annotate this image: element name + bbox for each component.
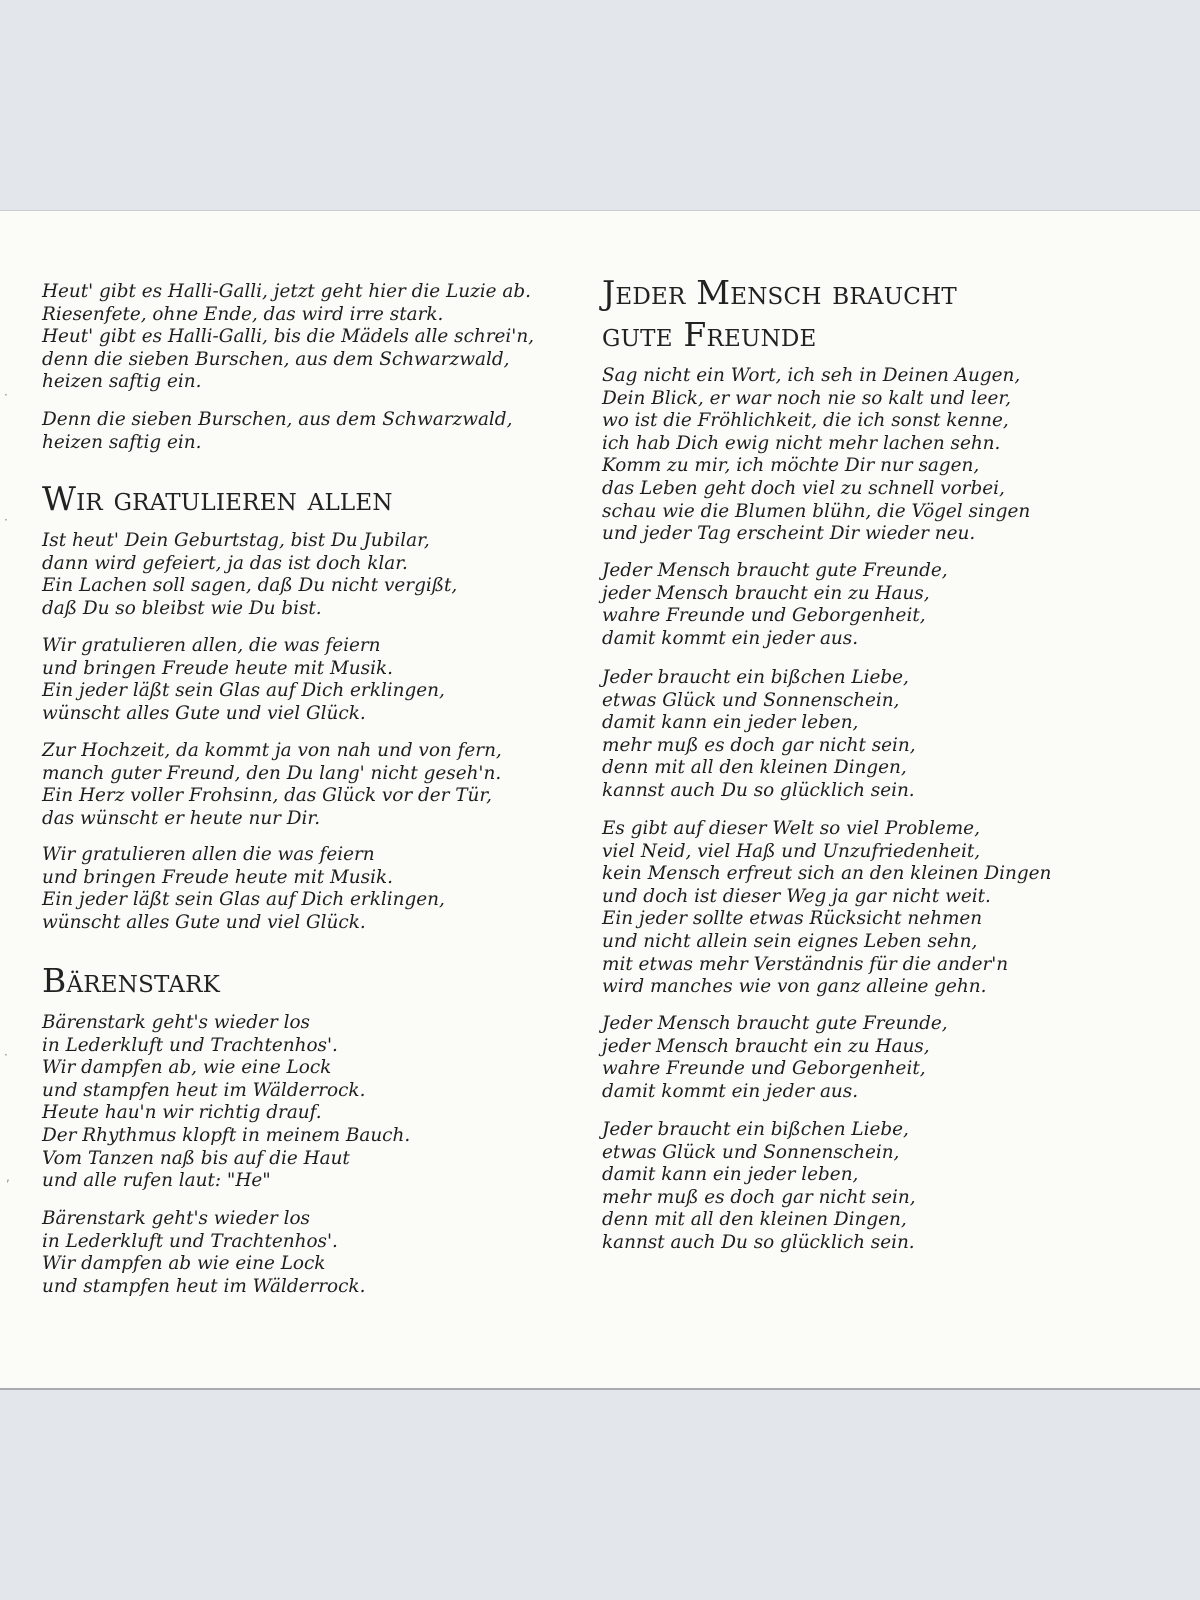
lyric-line: kannst auch Du so glücklich sein. (602, 779, 915, 801)
lyric-line: Ein Lachen soll sagen, daß Du nicht vergißt, (42, 575, 458, 597)
lyric-line: Jeder Mensch braucht gute Freunde, (602, 1013, 948, 1034)
lyric-line: Wir gratulieren allen, die was feiern (42, 635, 381, 656)
lyrics-stanza (42, 281, 534, 394)
lyrics-stanza (42, 740, 502, 830)
lyrics-stanza (602, 365, 1030, 546)
lyric-line: Ein Herz voller Frohsinn, das Glück vor der Tür, (42, 785, 493, 807)
lyric-line: Ein jeder läßt sein Glas auf Dich erklingen, (42, 680, 445, 702)
lyric-line: Heut' gibt es Halli-Galli, jetzt geht hier die Luzie ab. (42, 281, 531, 302)
lyric-line: mehr muß es doch gar nicht sein, (602, 1186, 916, 1208)
lyric-line: und jeder Tag erscheint Dir wieder neu. (602, 523, 976, 545)
lyric-line: denn mit all den kleinen Dingen, (602, 757, 907, 779)
lyric-line: Wir dampfen ab wie eine Lock (42, 1253, 326, 1275)
lyric-line: kein Mensch erfreut sich an den kleinen Dingen (602, 863, 1052, 885)
lyrics-stanza (42, 844, 445, 934)
song-title: gute Freunde (602, 315, 817, 354)
lyric-line: viel Neid, viel Haß und Unzufriedenheit, (602, 840, 981, 862)
lyric-line: Denn die sieben Burschen, aus dem Schwarzwald, (42, 409, 513, 430)
lyric-line: heizen saftig ein. (42, 371, 202, 393)
scan-speck-icon: · (4, 513, 8, 527)
lyric-line: Ein jeder sollte etwas Rücksicht nehmen (602, 908, 983, 930)
scan-speck-icon: · (4, 1048, 8, 1062)
lyric-line: Jeder Mensch braucht gute Freunde, (602, 560, 948, 581)
lyric-line: Heut' gibt es Halli-Galli, bis die Mädels alle schrei'n, (42, 326, 535, 348)
lyric-line: Riesenfete, ohne Ende, das wird irre stark. (42, 303, 444, 325)
lyric-line: daß Du so bleibst wie Du bist. (42, 597, 322, 619)
lyric-line: jeder Mensch braucht ein zu Haus, (602, 1035, 930, 1057)
lyric-line: denn die sieben Burschen, aus dem Schwarzwald, (42, 348, 510, 370)
lyric-line: Heute hau'n wir richtig drauf. (42, 1102, 322, 1124)
lyrics-stanza (602, 1119, 916, 1255)
lyric-line: heizen saftig ein. (42, 431, 202, 453)
lyric-line: kannst auch Du so glücklich sein. (602, 1231, 915, 1253)
lyric-line: denn mit all den kleinen Dingen, (602, 1209, 907, 1231)
song-title: Bärenstark (42, 961, 221, 1000)
lyric-line: und bringen Freude heute mit Musik. (42, 657, 393, 679)
lyric-line: mit etwas mehr Verständnis für die ander'n (602, 953, 1009, 975)
lyric-line: damit kommt ein jeder aus. (602, 1080, 859, 1102)
lyric-line: Es gibt auf dieser Welt so viel Probleme, (602, 818, 980, 839)
lyric-line: und doch ist dieser Weg ja gar nicht weit. (602, 885, 991, 907)
lyric-line: ich hab Dich ewig nicht mehr lachen sehn. (602, 432, 1001, 454)
lyrics-stanza (42, 530, 457, 620)
lyric-line: Bärenstark geht's wieder los (42, 1012, 310, 1033)
song-title: Wir gratulieren allen (42, 479, 393, 518)
lyrics-stanza (602, 818, 1051, 999)
scan-speck-icon: , (6, 1170, 10, 1184)
lyric-line: Dein Blick, er war noch nie so kalt und leer, (602, 387, 1011, 409)
lyric-line: schau wie die Blumen blühn, die Vögel singen (602, 500, 1031, 522)
lyric-line: Sag nicht ein Wort, ich seh in Deinen Augen, (602, 365, 1021, 386)
lyric-line: wünscht alles Gute und viel Glück. (42, 911, 366, 933)
lyric-line: damit kommt ein jeder aus. (602, 627, 859, 649)
lyric-line: und bringen Freude heute mit Musik. (42, 866, 393, 888)
lyrics-stanza (42, 1012, 410, 1193)
lyric-line: Wir gratulieren allen die was feiern (42, 844, 375, 865)
page-bottom-edge (0, 1388, 1200, 1390)
lyric-line: Ein jeder läßt sein Glas auf Dich erklingen, (42, 889, 445, 911)
lyric-line: Ist heut' Dein Geburtstag, bist Du Jubilar, (42, 530, 430, 551)
lyric-line: jeder Mensch braucht ein zu Haus, (602, 582, 930, 604)
lyrics-stanza (42, 1208, 365, 1298)
lyric-line: wahre Freunde und Geborgenheit, (602, 1058, 926, 1080)
lyric-line: Vom Tanzen naß bis auf die Haut (42, 1147, 350, 1169)
lyrics-stanza (602, 667, 916, 803)
lyric-line: und stampfen heut im Wälderrock. (42, 1079, 366, 1101)
lyrics-page (0, 210, 1200, 1390)
lyric-line: und alle rufen laut: "He" (42, 1170, 271, 1192)
scan-speck-icon: · (4, 388, 8, 402)
lyric-line: in Lederkluft und Trachtenhos'. (42, 1230, 338, 1252)
lyric-line: wird manches wie von ganz alleine gehn. (602, 976, 987, 998)
lyric-line: damit kann ein jeder leben, (602, 712, 859, 734)
lyric-line: und nicht allein sein eignes Leben sehn, (602, 930, 978, 952)
lyric-line: mehr muß es doch gar nicht sein, (602, 734, 916, 756)
lyric-line: damit kann ein jeder leben, (602, 1164, 859, 1186)
lyrics-stanza (42, 409, 512, 454)
lyric-line: Bärenstark geht's wieder los (42, 1208, 310, 1229)
lyric-line: manch guter Freund, den Du lang' nicht geseh'n. (42, 762, 502, 784)
lyric-line: wahre Freunde und Geborgenheit, (602, 605, 926, 627)
lyric-line: Jeder braucht ein bißchen Liebe, (602, 1119, 909, 1140)
lyric-line: etwas Glück und Sonnenschein, (602, 1141, 900, 1163)
song-title: Jeder Mensch braucht (602, 273, 957, 312)
lyric-line: etwas Glück und Sonnenschein, (602, 689, 900, 711)
lyric-line: und stampfen heut im Wälderrock. (42, 1275, 366, 1297)
lyric-line: dann wird gefeiert, ja das ist doch klar. (42, 552, 408, 574)
lyrics-stanza (602, 560, 948, 650)
lyric-line: Der Rhythmus klopft in meinem Bauch. (42, 1124, 411, 1146)
lyric-line: das Leben geht doch viel zu schnell vorbei, (602, 477, 1005, 499)
lyric-line: Wir dampfen ab, wie eine Lock (42, 1057, 332, 1079)
lyric-line: Komm zu mir, ich möchte Dir nur sagen, (602, 455, 980, 477)
lyric-line: in Lederkluft und Trachtenhos'. (42, 1034, 338, 1056)
lyric-line: das wünscht er heute nur Dir. (42, 807, 321, 829)
lyric-line: wünscht alles Gute und viel Glück. (42, 702, 366, 724)
lyrics-stanza (42, 635, 445, 725)
lyric-line: wo ist die Fröhlichkeit, die ich sonst kenne, (602, 410, 1009, 432)
lyrics-stanza (602, 1013, 948, 1103)
lyric-line: Jeder braucht ein bißchen Liebe, (602, 667, 909, 688)
lyric-line: Zur Hochzeit, da kommt ja von nah und von fern, (42, 740, 502, 761)
